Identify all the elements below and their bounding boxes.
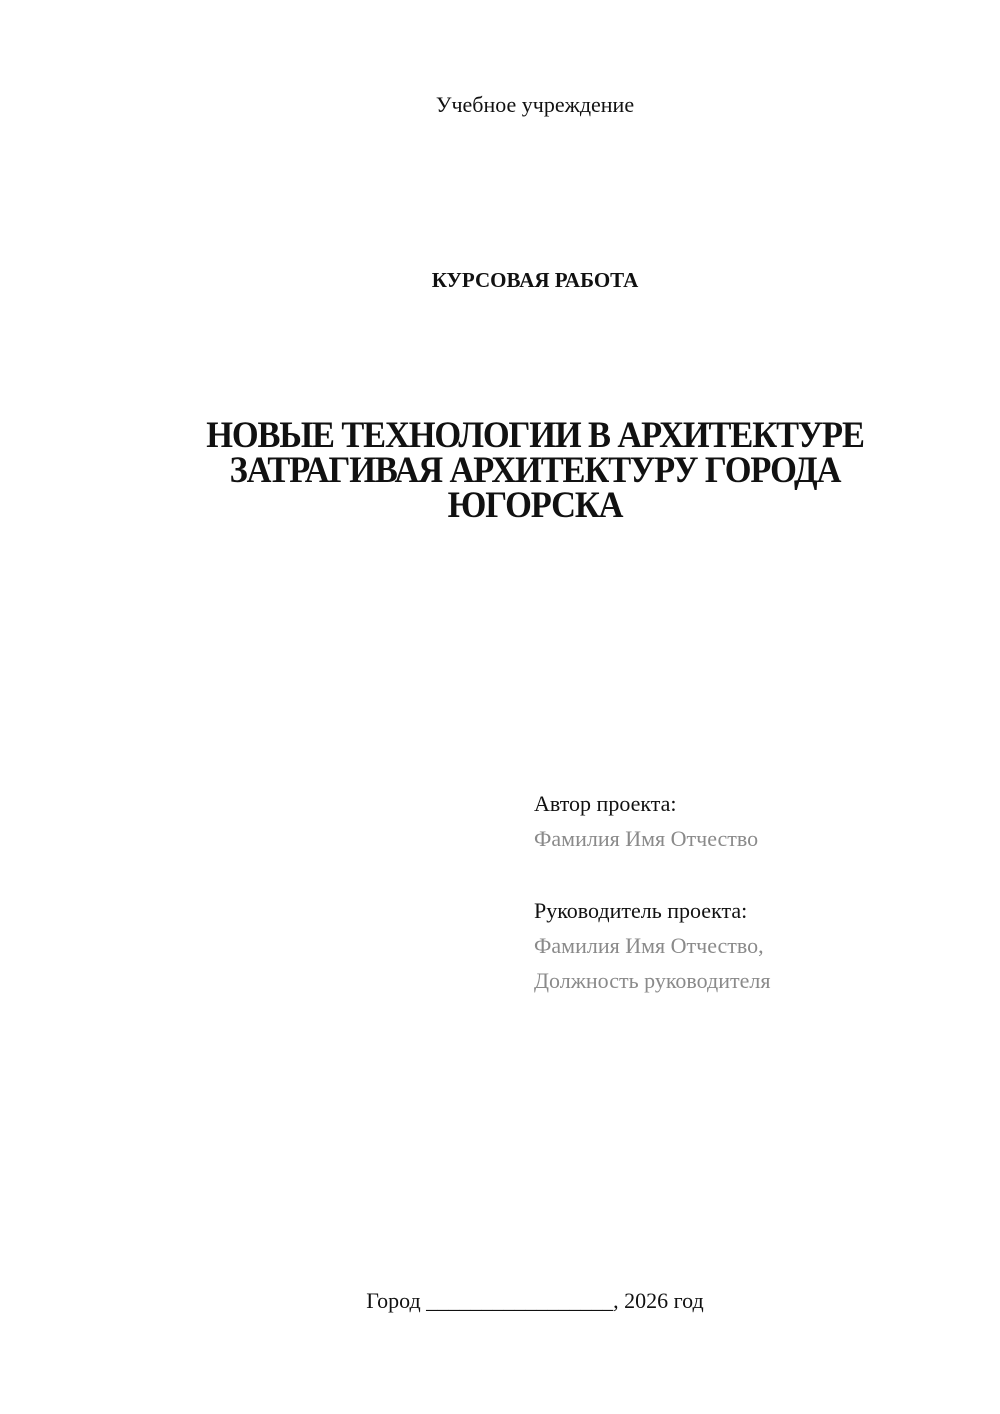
supervisor-position: Должность руководителя [534,968,771,993]
title-line: НОВЫЕ ТЕХНОЛОГИИ В АРХИТЕКТУРЕ [206,415,864,456]
supervisor-name: Фамилия Имя Отчество, [534,933,764,958]
author-label: Автор проекта: [534,791,677,816]
title-line: ЗАТРАГИВАЯ АРХИТЕКТУРУ ГОРОДА [229,450,841,491]
footer-city-year [150,1288,920,1314]
institution: Учебное учреждение [435,92,635,117]
supervisor-block [534,893,770,998]
document-title [150,415,920,526]
year: , 2026 год [613,1288,704,1313]
city-label: Город [366,1288,421,1313]
author-name: Фамилия Имя Отчество [534,826,759,851]
city-blank: _________________ [426,1288,614,1313]
supervisor-label: Руководитель проекта: [534,898,748,923]
author-block [534,786,758,856]
title-line: ЮГОРСКА [447,485,623,526]
work-type: КУРСОВАЯ РАБОТА [431,268,639,292]
